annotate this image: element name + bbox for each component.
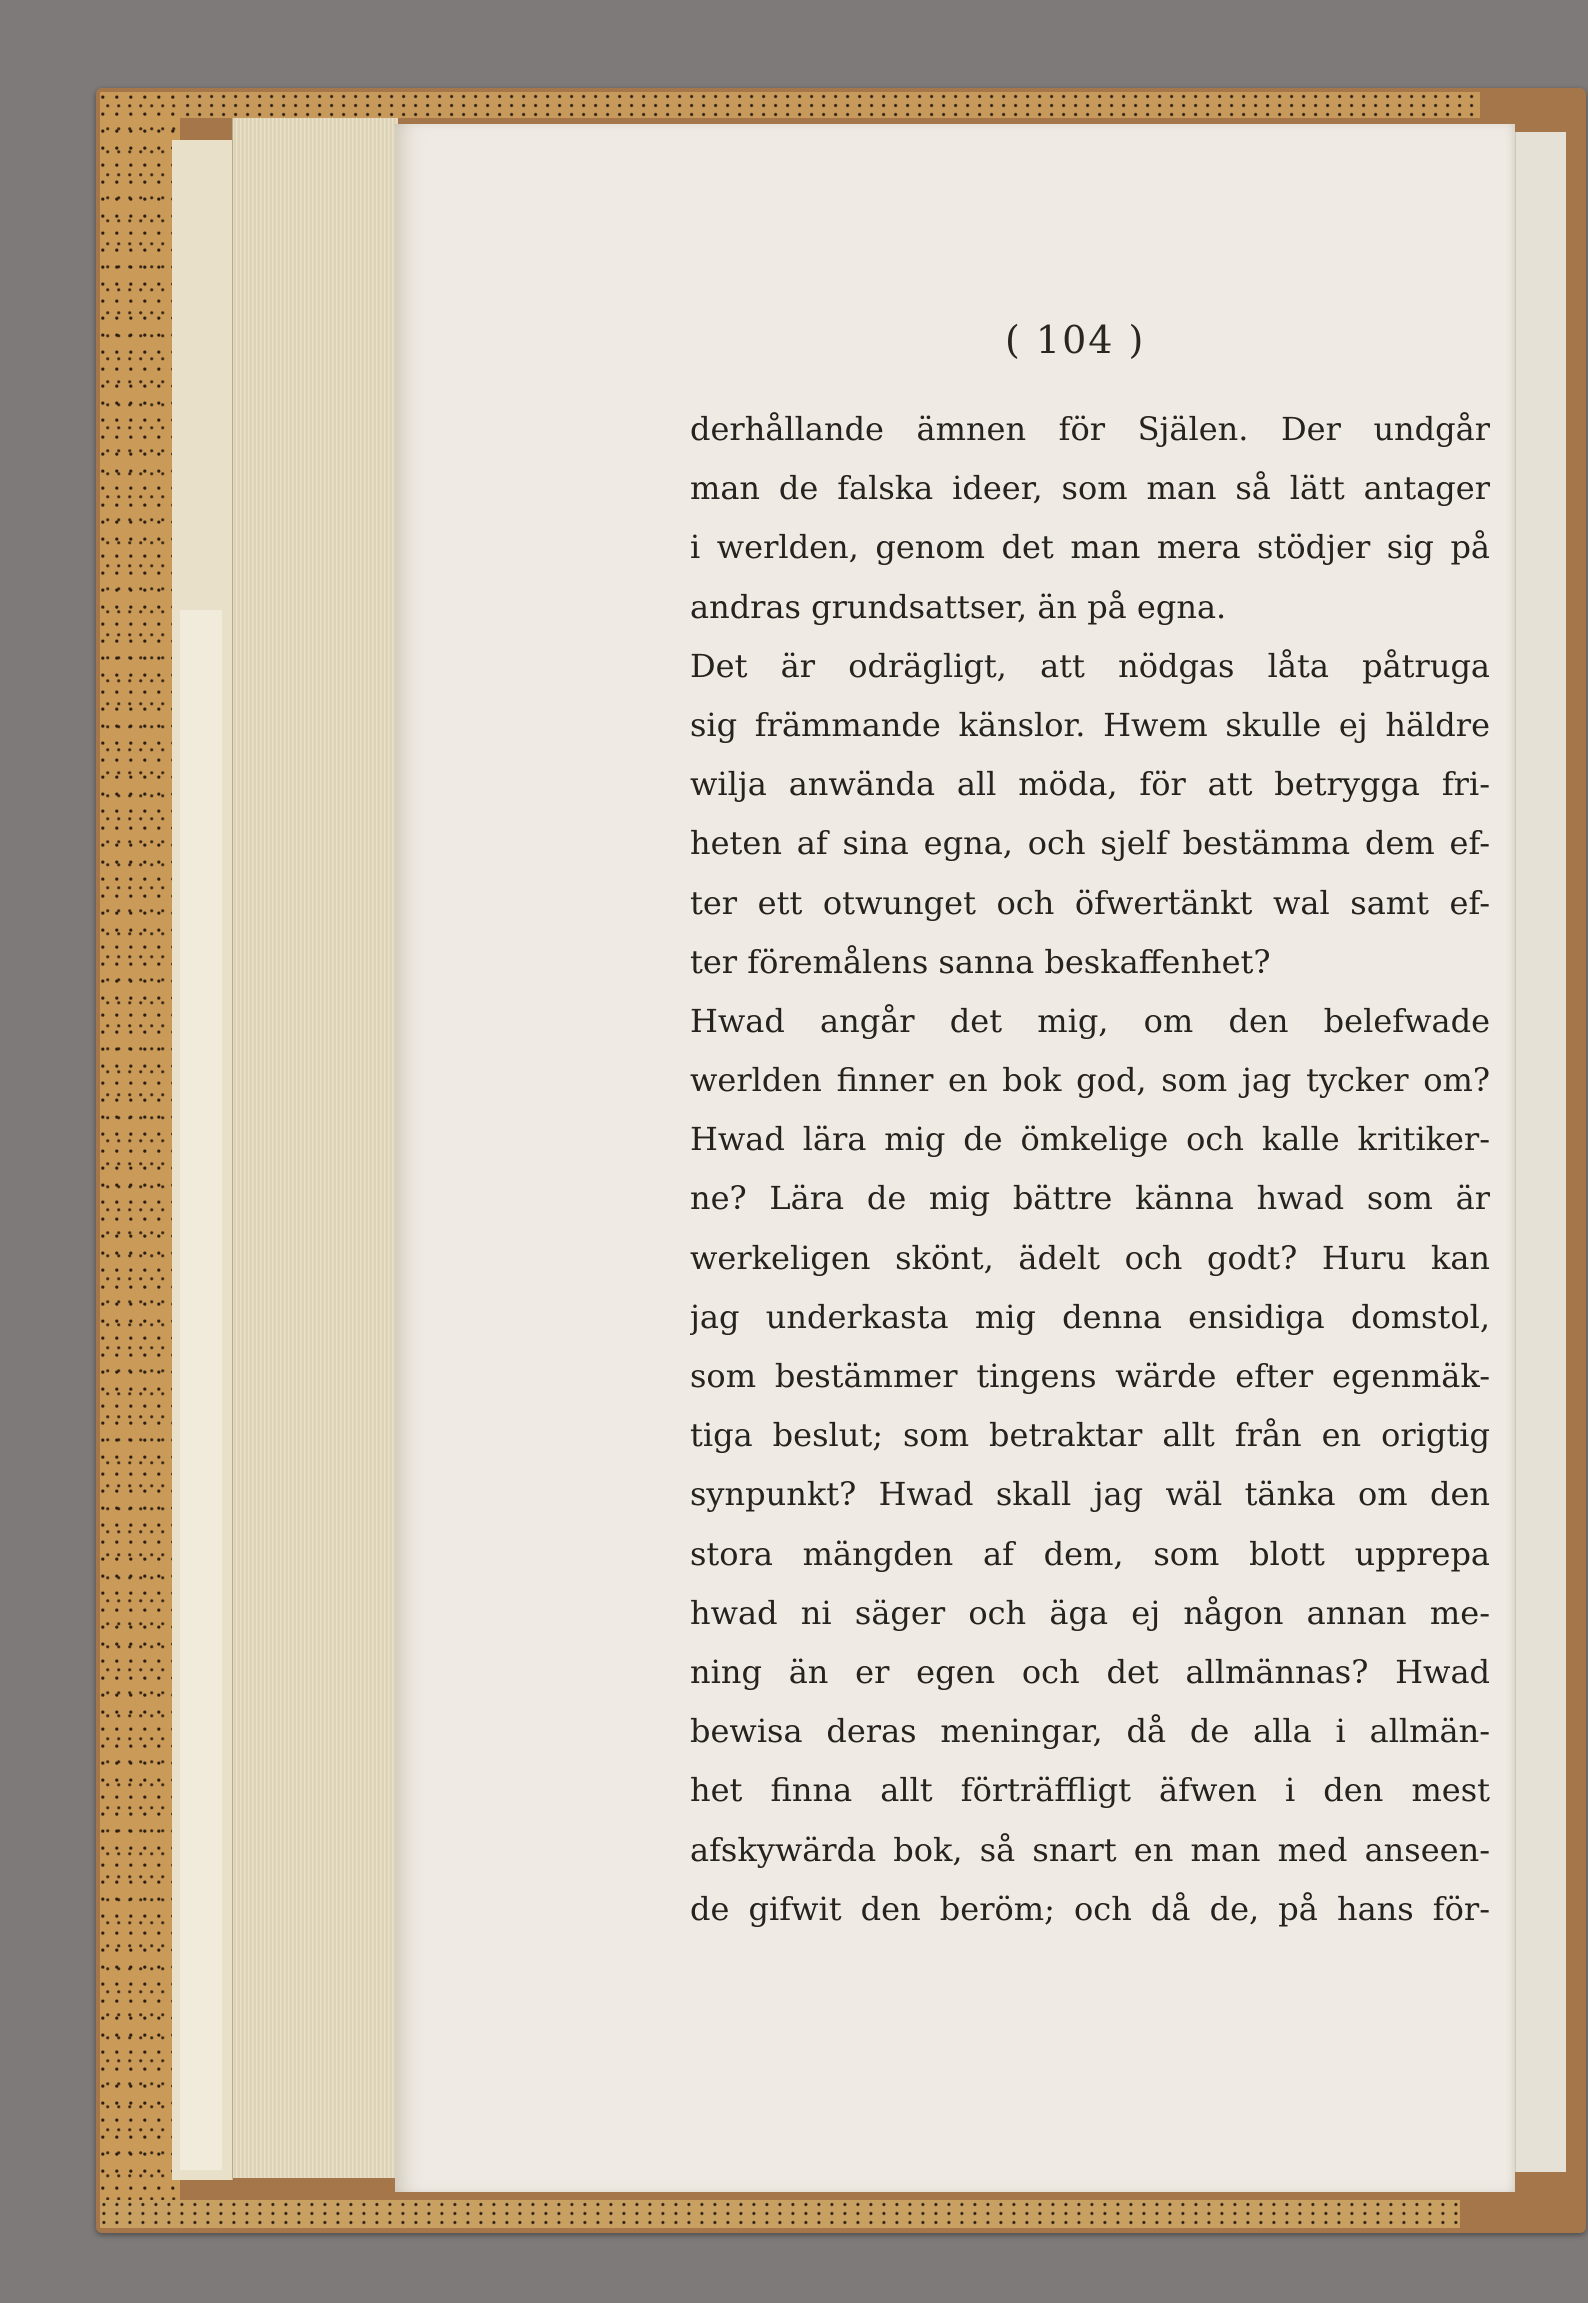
text-line: andras grundsattser, än på egna. [690,587,1227,626]
text-line: som bestämmer tingens wärde efter egenmäk- [690,1357,1490,1395]
text-line: werlden finner en bok god, som jag tycker om? [690,1061,1490,1100]
text-line: derhållande ämnen för Själen. Der undgår [690,410,1490,448]
text-line: ter ett otwunget och öfwertänkt wal samt ef- [690,883,1490,922]
text-line: werkeligen skönt, ädelt och godt? Huru kan [690,1238,1490,1277]
page-stack [232,118,398,2178]
text-line: bewisa deras meningar, då de alla i allmän- [690,1712,1490,1751]
text-line: jag underkasta mig denna ensidiga domstol, [690,1297,1490,1336]
text-line: man de falska ideer, som man så lätt antager [690,469,1490,508]
text-line: afskywärda bok, så snart en man med anseen- [690,1830,1490,1869]
text-line: wilja anwända all möda, för att betrygga fri- [690,765,1490,804]
facing-page-edge [1515,132,1566,2172]
text-line: Det är odrägligt, att nödgas låta påtruga [690,646,1490,685]
cover-spine-edge [100,92,180,2227]
text-line: Hwad angår det mig, om den belefwade [690,1001,1490,1040]
endpaper-inner [180,610,222,2170]
page-number: ( 104 ) [1005,318,1146,362]
text-line: Hwad lära mig de ömkelige och kalle kritiker- [690,1120,1490,1159]
text-line: ter föremålens sanna beskaffenhet? [690,942,1271,981]
text-line: synpunkt? Hwad skall jag wäl tänka om den [690,1475,1490,1514]
text-line: ne? Lära de mig bättre känna hwad som är [690,1179,1490,1218]
text-line: i werlden, genom det man mera stödjer sig på [690,528,1490,567]
cover-bottom-edge [100,2200,1460,2228]
text-line: stora mängden af dem, som blott upprepa [690,1534,1490,1573]
text-line: hwad ni säger och äga ej någon annan me- [690,1593,1490,1632]
text-line: sig främmande känslor. Hwem skulle ej häldre [690,705,1490,744]
text-line: tiga beslut; som betraktar allt från en origtig [690,1416,1490,1455]
text-line: het finna allt förträffligt äfwen i den mest [690,1771,1490,1810]
text-line: heten af sina egna, och sjelf bestämma dem ef- [690,824,1490,863]
page-text [690,400,1490,1939]
text-line: ning än er egen och det allmännas? Hwad [690,1652,1490,1691]
cover-top-edge [100,92,1480,118]
text-line: de gifwit den beröm; och då de, på hans för- [690,1889,1490,1928]
